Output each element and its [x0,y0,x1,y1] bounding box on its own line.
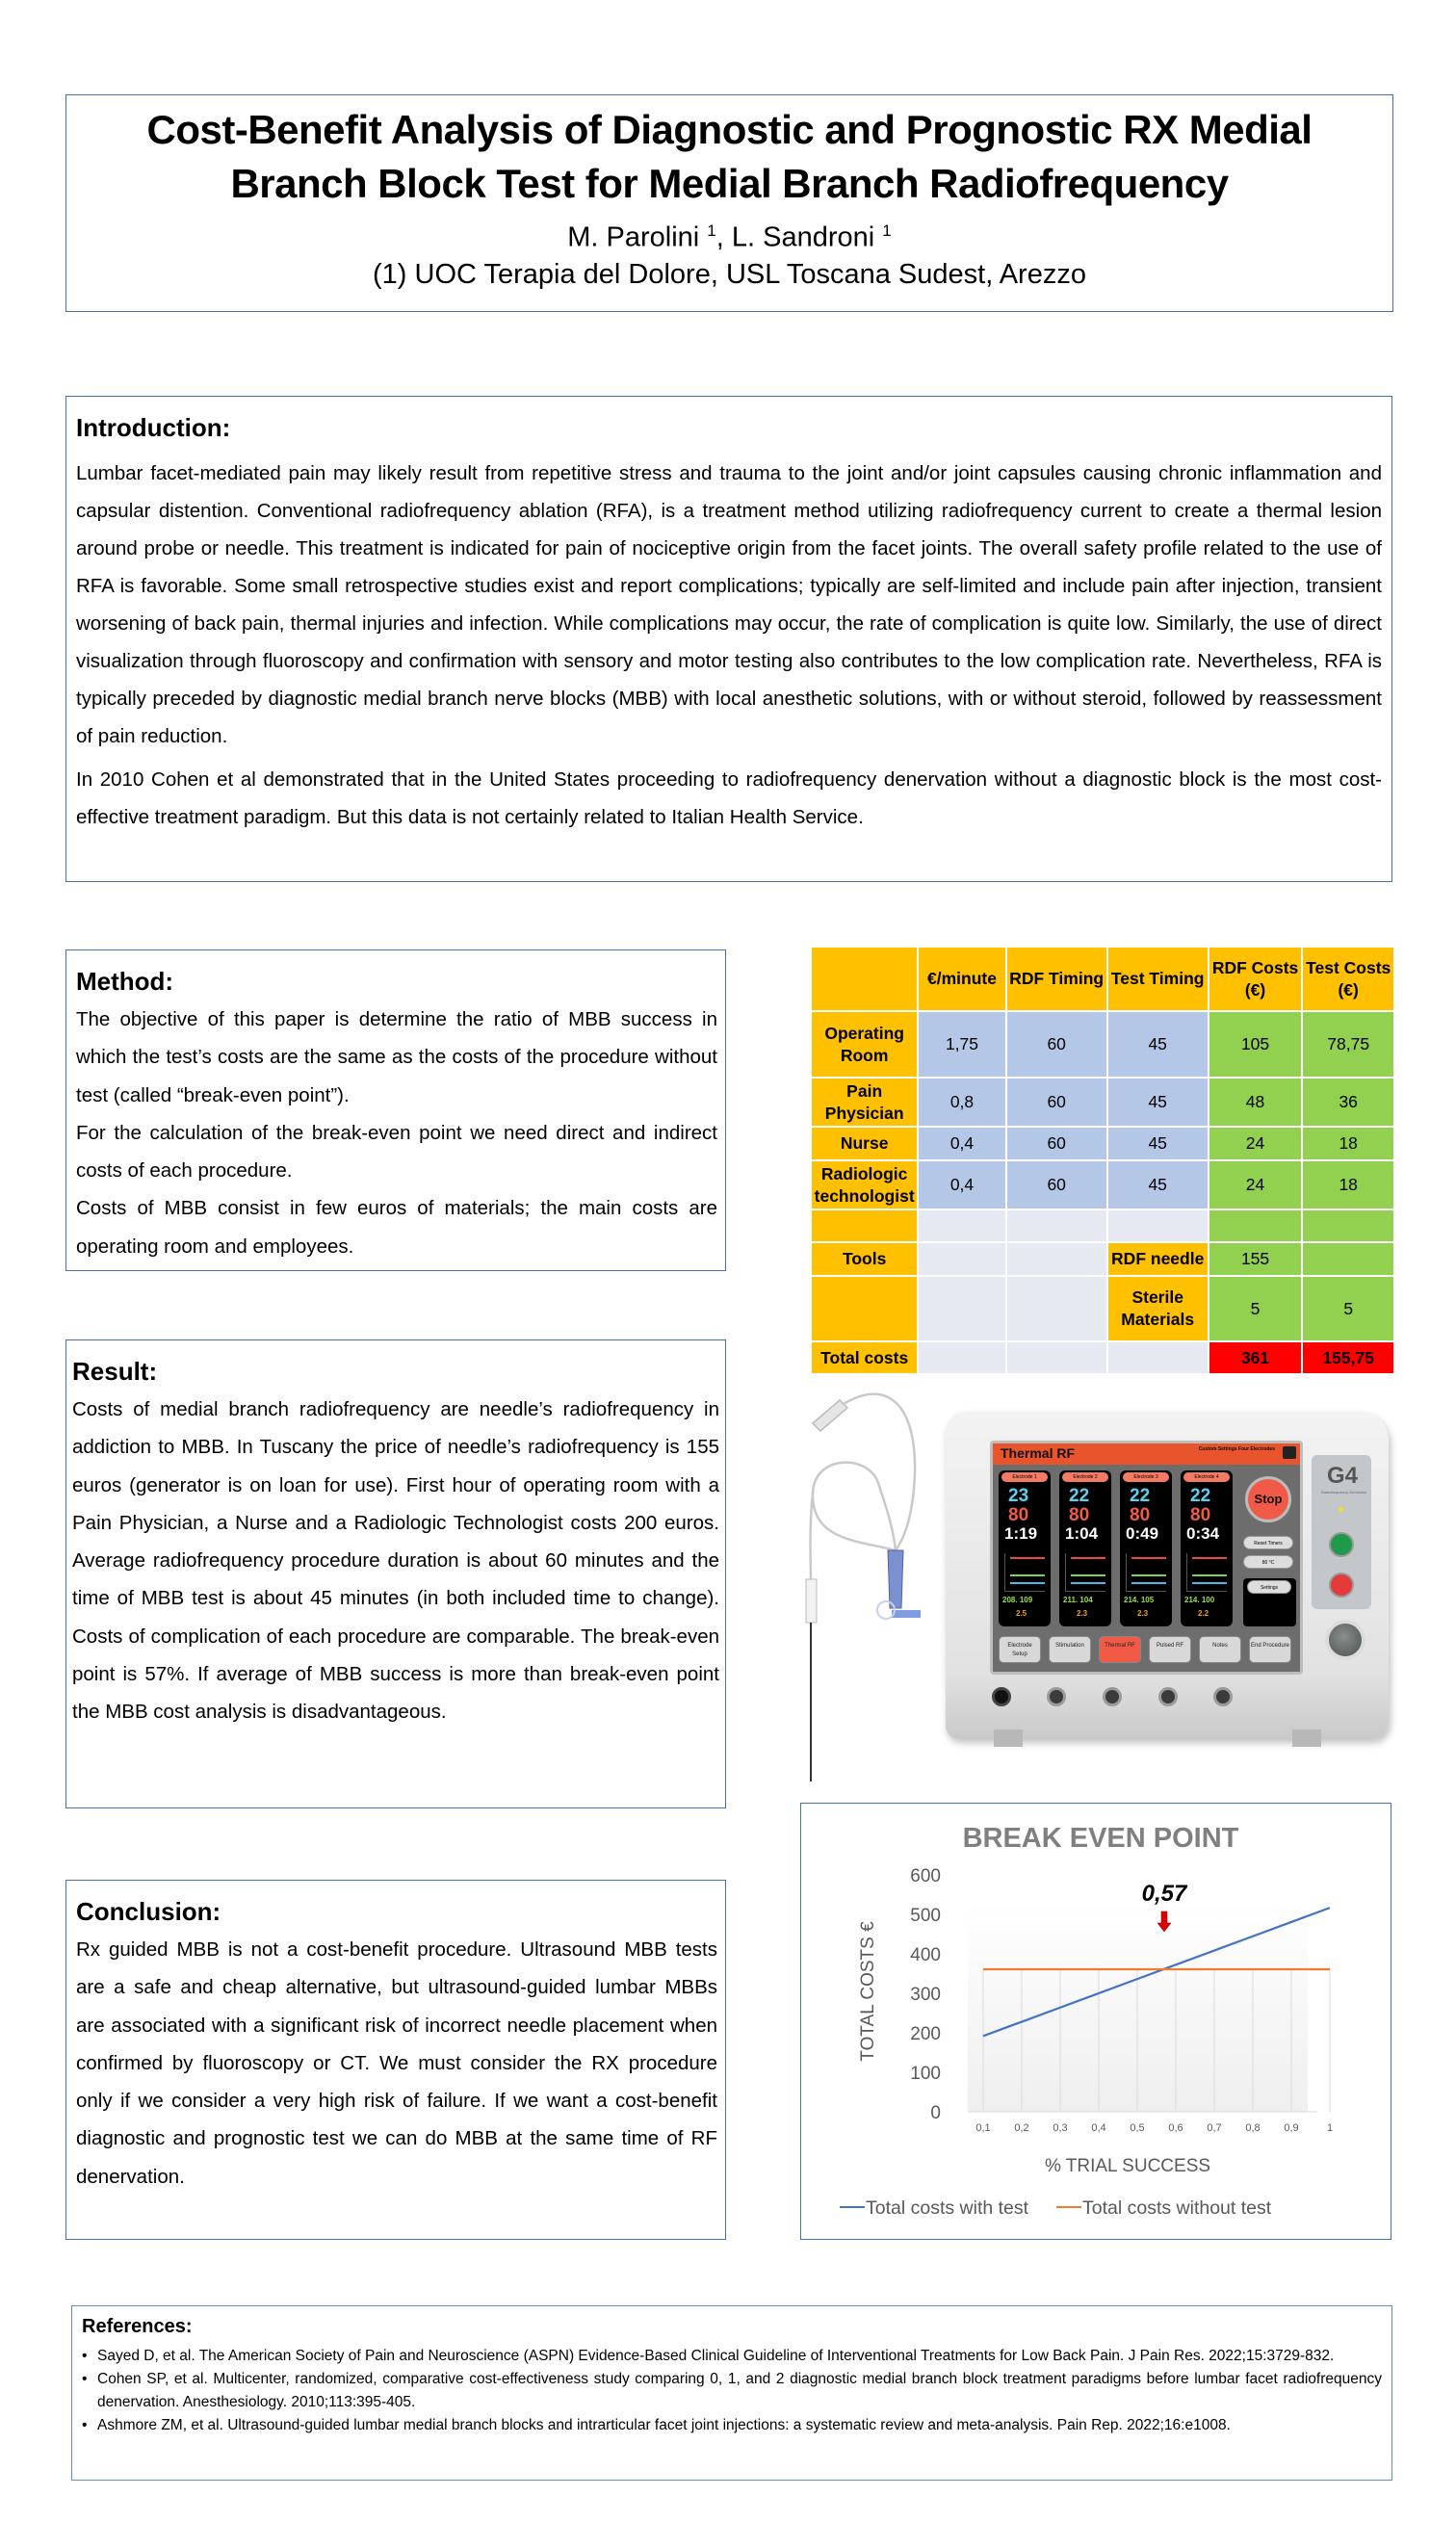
table-row [811,1078,1394,1127]
y-tick-label: 200 [910,2024,941,2044]
x-axis-label: % TRIAL SUCCESS [1044,2156,1211,2176]
item-label: Sterile Materials [1107,1276,1209,1341]
affiliation: (1) UOC Terapia del Dolore, USL Toscana Sudest, Arezzo [373,258,1086,290]
y-tick-label: 100 [910,2064,941,2084]
chart-svg [801,1804,1392,2241]
electrode-graph [1126,1553,1166,1592]
title-line-1: Cost-Benefit Analysis of Diagnostic and Prognostic RX Medial [146,107,1313,152]
legend-label: Total costs with test [866,2197,1029,2219]
reset-timers-button: Reset Timers [1243,1536,1293,1549]
electrode-panel: Electrode 3 22 80 0:49 214. 105 2.3 [1120,1470,1172,1626]
method-paragraph: Costs of MBB consist in few euros of materials; the main costs are operating room and employees. [76,1197,717,1258]
electrode-panel: Electrode 2 22 80 1:04 211. 104 2.3 [1059,1470,1111,1626]
electrode-graph [1186,1553,1227,1592]
total-test-cost: 155,75 [1302,1341,1394,1374]
reference-item: • Cohen SP, et al. Multicenter, randomized, comparative cost-effectiveness study comparing 0, 1, and 2 diagnostic medial branch block treatment paradigms before lumbar facet radiofrequency denervation. Anesthesiology. 2010;113:395-405. [82,2371,1382,2410]
brand-label: G4 [1327,1463,1359,1489]
x-tick-label: 0,9 [1284,2122,1299,2134]
generator-side-panel: G4 Radiofrequency Generator [1312,1455,1371,1609]
port-icon [1047,1687,1066,1706]
settings-panel: Settings [1243,1578,1296,1626]
result-heading: Result: [72,1357,158,1386]
cell-rdf-timing: 60 [1006,1078,1107,1127]
table-header-row [811,947,1394,1011]
cell-rdf-timing: 60 [1006,1160,1107,1209]
rf-needle-illustration [801,1387,946,1791]
header-cell: RDF Timing [1006,947,1107,1011]
header-cell: Test Timing [1107,947,1209,1011]
port-icon [1103,1687,1122,1706]
method-paragraph: For the calculation of the break-even point we need direct and indirect costs of each procedure. [76,1121,717,1183]
header-cell: RDF Costs (€) [1209,947,1303,1011]
row-label: Radiologic technologist [811,1160,918,1209]
electrode-graph [1065,1553,1105,1592]
cell-per-minute: 1,75 [918,1011,1005,1078]
reference-item: • Sayed D, et al. The American Society of Pain and Neuroscience (ASPN) Evidence-Based Clinical Guideline of Interventional Treatments for Low Back Pain. J Pain Res. 2022;15:3729-832. [82,2348,1335,2364]
cell-test-timing: 45 [1107,1127,1209,1160]
cell-rdf-costs: 105 [1209,1011,1303,1078]
row-label: Tools [811,1242,918,1276]
rf-needle-image [801,1387,946,1791]
cell-test-timing: 45 [1107,1078,1209,1127]
electrode-panel: Electrode 4 22 80 0:34 214. 100 2.2 [1181,1470,1233,1626]
cell-rdf-costs: 48 [1209,1078,1303,1127]
cell-test-costs: 78,75 [1302,1011,1394,1078]
y-tick-label: 600 [910,1866,941,1886]
stop-button-icon [1329,1573,1354,1598]
row-label: Operating Room [811,1011,918,1078]
x-tick-label: 0,4 [1091,2122,1106,2134]
references-section [71,2305,1392,2481]
title-line-2: Branch Block Test for Medial Branch Radiofrequency [230,161,1229,206]
method-section [65,949,726,1271]
cell-rdf-timing: 60 [1006,1011,1107,1078]
row-label: Total costs [811,1341,918,1374]
authors: M. Parolini $^1$, L. Sandroni $^1$ [567,221,892,253]
cell-test-costs: 5 [1302,1276,1394,1341]
row-label: Nurse [811,1127,918,1160]
y-tick-label: 400 [910,1945,941,1965]
generator-screen: Thermal RF Custom Settings Four Electrodes Electrode 1 23 80 1:19 208. 109 2.5 Electrode 2 22 80 1:04 211. 104 2.3 Electrode 3 22 80 0:49 214. 105 2.3 Electrode 4 22 80 0:34 214. 100 2.2 Stop Reset Timers 80 °C Settings Electrode Setup Stimulation Thermal RF Pulsed RF Notes End Procedure [990,1441,1303,1675]
x-tick-label: 0,5 [1130,2122,1145,2134]
method-heading: Method: [76,967,174,996]
cell-per-minute: 0,4 [918,1127,1005,1160]
introduction-section [65,396,1392,882]
conclusion-paragraph: Rx guided MBB is not a cost-benefit procedure. Ultrasound MBB tests are a safe and cheap alternative, but ultrasound-guided lumbar MBBs are associated with a significant risk of incorrect needle placement when confirmed by fluoroscopy or CT. We must consider the RX procedure only if we consider a very high risk of failure. If we want a cost-benefit diagnostic and prognostic test we can do MBB at the same time of RF denervation. [76,1938,717,2188]
break-even-annotation: 0,57 [1141,1881,1187,1907]
screen-stop-button: Stop [1245,1476,1291,1522]
camera-icon [1283,1446,1296,1459]
cell-rdf-timing: 60 [1006,1127,1107,1160]
cell-test-costs: 18 [1302,1160,1394,1209]
electrode-panel: Electrode 1 23 80 1:19 208. 109 2.5 [999,1470,1051,1626]
x-tick-label: 0,6 [1168,2122,1183,2134]
break-even-chart [800,1803,1391,2240]
result-paragraph: Costs of medial branch radiofrequency are needle’s radiofrequency in addiction to MBB. In Tuscany the price of needle’s radiofrequency is 155 euros (generator is on loan for use). First hour of operating room with a Pain Physician, a Nurse and a Radiologic Technologist costs 200 euros. Average radiofrequency procedure duration is about 60 minutes and the time of MBB test is about 45 minutes (in both included time to change). Costs of complication of each procedure are comparable. The break-even point is 57%. If average of MBB success is more than break-even point the MBB cost analysis is disadvantageous. [72,1398,719,1724]
screen-caption: Custom Settings Four Electrodes [1198,1446,1275,1452]
y-tick-label: 300 [910,1985,941,2005]
conclusion-heading: Conclusion: [76,1897,221,1926]
reference-item: • Ashmore ZM, et al. Ultrasound-guided lumbar medial branch blocks and intrarticular facet joint injections: a systematic review and meta-analysis. Pain Rep. 2022;16:e1008. [82,2417,1231,2433]
start-button-icon [1329,1532,1354,1557]
set-temp-control: 80 °C [1243,1555,1293,1569]
y-tick-label: 0 [930,2103,941,2123]
introduction-paragraph: In 2010 Cohen et al demonstrated that in the United States proceeding to radiofrequency denervation without a diagnostic block is the most cost-effective treatment paradigm. But this data is not certainly related to Italian Health Service. [76,768,1382,828]
table-row-total [811,1341,1394,1374]
title-block [65,94,1393,312]
header-cell: Test Costs (€) [1302,947,1394,1011]
rf-generator-image [946,1412,1398,1754]
table-row-sterile [811,1276,1394,1341]
knob-icon [1325,1620,1365,1660]
item-label: RDF needle [1107,1242,1209,1276]
cell-rdf-costs: 24 [1209,1160,1303,1209]
port-icon [1213,1687,1233,1706]
cell-per-minute: 0,4 [918,1160,1005,1209]
cell-test-costs: 36 [1302,1078,1394,1127]
cell-test-timing: 45 [1107,1160,1209,1209]
led-icon [1339,1507,1343,1512]
poster-title [66,103,1392,211]
table-row [811,1160,1394,1209]
cell-test-costs: 18 [1302,1127,1394,1160]
table-row [811,1127,1394,1160]
introduction-paragraph: Lumbar facet-mediated pain may likely result from repetitive stress and trauma to the joint and/or joint capsules causing chronic inflammation and capsular distention. Conventional radiofrequency ablation (RFA), is a treatment method utilizing radiofrequency current to create a thermal lesion around probe or needle. This treatment is indicated for pain of nociceptive origin from the facet joints. The overall safety profile related to the use of RFA is favorable. Some small retrospective studies exist and report complications; typically are self-limited and include pain after injection, transient worsening of back pain, thermal injuries and infection. While complications may occur, the rate of complication is quite low. Similarly, the use of direct visualization through fluoroscopy and confirmation with sensory and motor testing also contributes to the low complication rate. Nevertheless, RFA is typically preceded by diagnostic medial branch nerve blocks (MBB) with local anesthetic solutions, with or without steroid, followed by reassessment of pain reduction. [76,462,1382,747]
header-cell: €/minute [918,947,1005,1011]
cell-per-minute: 0,8 [918,1078,1005,1127]
cell-test-timing: 45 [1107,1011,1209,1078]
cell-rdf-costs: 155 [1209,1242,1303,1276]
row-label: Pain Physician [811,1078,918,1127]
x-tick-label: 0,7 [1207,2122,1222,2134]
introduction-heading: Introduction: [76,413,231,442]
port-icon [992,1687,1011,1706]
table-row-spacer [811,1209,1394,1242]
screen-title: Thermal RF [1001,1445,1076,1461]
method-paragraph: The objective of this paper is determine the ratio of MBB success in which the test’s costs are the same as the costs of the procedure without test (called “break-even point”). [76,1008,717,1106]
y-tick-label: 500 [910,1906,941,1926]
x-tick-label: 0,2 [1014,2122,1029,2134]
electrode-graph [1004,1553,1045,1592]
x-tick-label: 0,8 [1245,2122,1261,2134]
cost-table [810,946,1395,1375]
x-tick-label: 0,1 [975,2122,991,2134]
x-tick-label: 1 [1326,2122,1334,2134]
cell-rdf-costs: 24 [1209,1127,1303,1160]
generator-body [946,1412,1389,1739]
cell-rdf-costs: 5 [1209,1276,1303,1341]
table-row [811,1011,1394,1078]
header-cell [811,947,918,1011]
x-tick-label: 0,3 [1053,2122,1068,2134]
port-icon [1158,1687,1178,1706]
legend-label: Total costs without test [1082,2197,1272,2219]
table-row-tools [811,1242,1394,1276]
conclusion-section [65,1880,726,2240]
result-section [65,1339,726,1808]
chart-title: BREAK EVEN POINT [962,1823,1239,1854]
references-list [82,2345,1382,2437]
y-axis-label: TOTAL COSTS € [858,1921,878,2062]
total-rdf-cost: 361 [1209,1341,1303,1374]
references-heading: References: [82,2316,193,2337]
